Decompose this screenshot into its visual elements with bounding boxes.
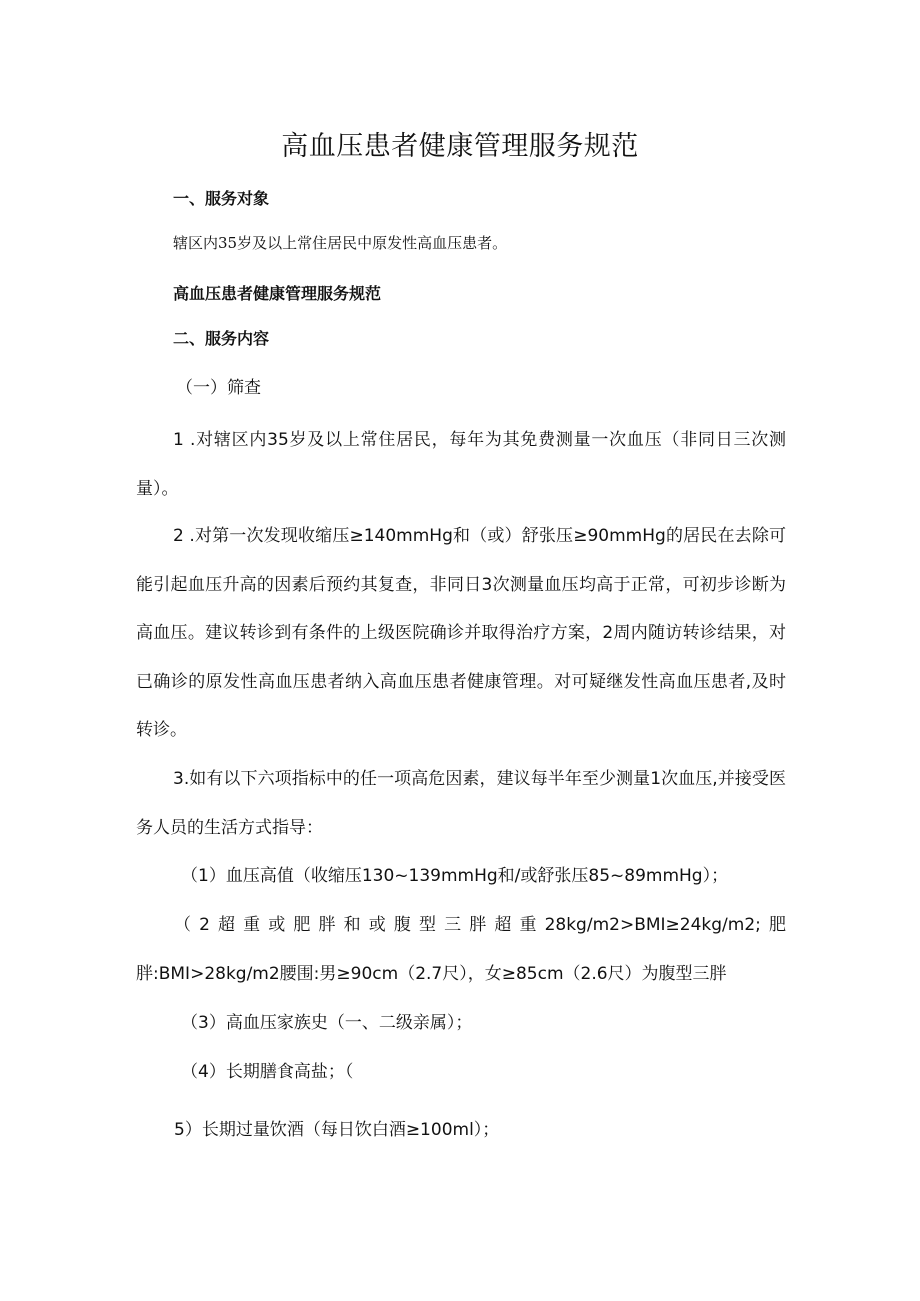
risk-factor-4: （4）长期膳食高盐；（ [181, 1062, 354, 1082]
risk-factor-1: （1）血压高值（收缩压130~139mmHg和/或舒张压85~89mmHg）； [181, 866, 729, 886]
section2-heading: 二、服务内容 [173, 329, 270, 348]
section-subtitle: 高血压患者健康管理服务规范 [173, 284, 382, 303]
risk-factor-2-line-1: （2超重或肥胖和或腹型三胖超重28kg∕m2>BMI≥24kg∕m2;肥 [174, 915, 786, 935]
screening-item-1: 1 .对辖区内35岁及以上常住居民，每年为其免费测量一次血压（非同日三次测量）。 [136, 430, 786, 499]
screening-item-3: 3.如有以下六项指标中的任一项高危因素，建议每半年至少测量1次血压,并接受医务人员的生活方式指导： [136, 769, 786, 838]
screening-item-2: 2 .对第一次发现收缩压≥140mmHg和（或）舒张压≥90mmHg的居民在去除可能引起血压升高的因素后预约其复查，非同日3次测量血压均高于正常，可初步诊断为高血压。建议转诊到有条件的上级医院确诊并取得治疗方案，2周内随访转诊结果，对已确诊的原发性高血压患者纳入高血压患者健康管理。对可疑继发性高血压患者,及时转诊。 [136, 526, 786, 740]
risk-factor-2-line-2: 胖:BMI>28kg∕m2腰围:男≥90cm（2.7尺），女≥85cm（2.6尺）为腹型三胖 [136, 964, 727, 984]
document-title: 高血压患者健康管理服务规范 [281, 131, 639, 162]
screening-subheading: （一）筛查 [176, 378, 261, 398]
risk-factor-3: （3）高血压家族史（一、二级亲属）； [181, 1013, 473, 1033]
risk-factor-5: 5）长期过量饮酒（每日饮白酒≥100ml）； [174, 1120, 500, 1140]
section1-text: 辖区内35岁及以上常住居民中原发性高血压患者。 [173, 234, 508, 252]
section1-heading: 一、服务对象 [173, 189, 270, 208]
